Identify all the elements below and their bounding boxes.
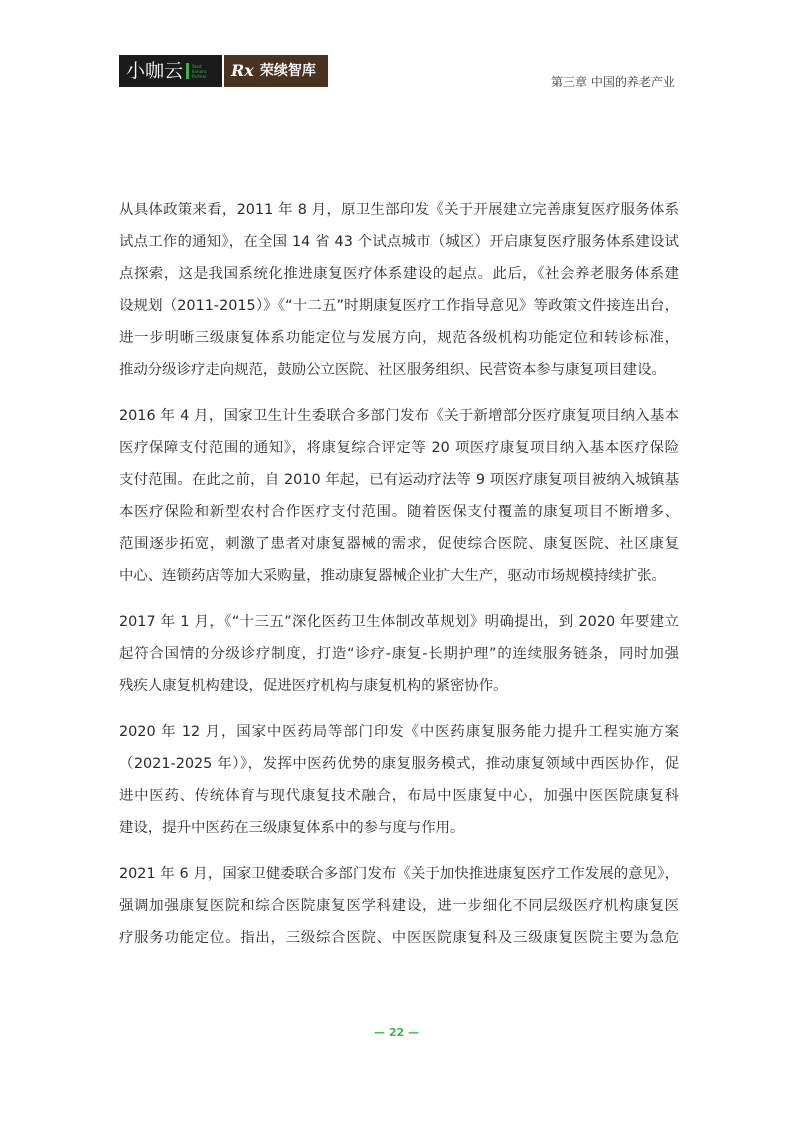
text-line: 点探索，这是我国系统化推进康复医疗体系建设的起点。此后，《社会养老服务体系建	[119, 266, 679, 282]
text-line: 试点工作的通知》，在全国 14 省 43 个试点城市（城区）开启康复医疗服务体系建设试	[119, 234, 679, 250]
xiaokayun-logo-text: 小咖云	[126, 60, 184, 82]
paragraph	[119, 194, 679, 386]
chapter-title: 第三章 中国的养老产业	[551, 75, 675, 89]
rongxu-logo	[224, 55, 328, 87]
text-line: 2017 年 1 月，《“十三五”深化医药卫生体制改革规划》明确提出，到 2020 年要建立	[119, 614, 679, 630]
text-line: 起符合国情的分级诊疗制度，打造“诊疗-康复-长期护理”的连续服务链条，同时加强	[119, 646, 679, 662]
text-line: 医疗保障支付范围的通知》，将康复综合评定等 20 项医疗康复项目纳入基本医疗保险	[119, 440, 679, 456]
text-line: 2021 年 6 月，国家卫健委联合多部门发布《关于加快推进康复医疗工作发展的意见》，	[119, 866, 679, 882]
text-line: 进一步明晰三级康复体系功能定位与发展方向，规范各级机构功能定位和转诊标准，	[119, 330, 679, 346]
text-line: 2020 年 12 月，国家中医药局等部门印发《中医药康复服务能力提升工程实施方案	[119, 724, 679, 740]
text-line: 支付范围。在此之前，自 2010 年起，已有运动疗法等 9 项医疗康复项目被纳入城镇基	[119, 472, 679, 488]
header-logo	[119, 55, 328, 87]
rongxu-logo-text: 荣续智库	[259, 63, 316, 79]
text-line: 范围逐步拓宽，刺激了患者对康复器械的需求，促使综合医院、康复医院、社区康复	[119, 536, 679, 552]
logo-green-bar	[186, 63, 189, 79]
text-line: 本医疗保险和新型农村合作医疗支付范围。随着医保支付覆盖的康复项目不断增多、	[119, 504, 679, 520]
logo-sub-line: Start	[192, 63, 202, 69]
logo-sub-line: Enhanc	[192, 68, 207, 74]
logo-sub-line: Partner	[192, 73, 207, 79]
rx-icon: Rx	[231, 61, 254, 80]
text-line: 疗服务功能定位。指出，三级综合医院、中医医院康复科及三级康复医院主要为急危	[119, 930, 679, 946]
paragraph	[119, 716, 679, 844]
text-line: 进中医药、传统体育与现代康复技术融合，布局中医康复中心，加强中医医院康复科	[119, 788, 679, 804]
text-line: 中心、连锁药店等加大采购量，推动康复器械企业扩大生产，驱动市场规模持续扩张。	[119, 568, 666, 584]
text-line: 设规划（2011-2015）》《“十二五”时期康复医疗工作指导意见》等政策文件接连出台，	[119, 298, 679, 314]
text-line: （2021-2025 年）》，发挥中医药优势的康复服务模式，推动康复领域中西医协作，促	[119, 756, 679, 772]
text-line: 强调加强康复医院和综合医院康复医学科建设，进一步细化不同层级医疗机构康复医	[119, 898, 679, 914]
page-number: — 22 —	[374, 1026, 419, 1039]
paragraph	[119, 400, 679, 592]
text-line: 建设，提升中医药在三级康复体系中的参与度与作用。	[119, 820, 465, 836]
paragraph	[119, 858, 679, 954]
text-line: 2016 年 4 月，国家卫生计生委联合多部门发布《关于新增部分医疗康复项目纳入基本	[119, 408, 679, 424]
text-line: 残疾人康复机构建设，促进医疗机构与康复机构的紧密协作。	[119, 678, 508, 694]
text-line: 从具体政策来看，2011 年 8 月，原卫生部印发《关于开展建立完善康复医疗服务体系	[119, 202, 679, 218]
paragraph	[119, 606, 679, 702]
xiaokayun-logo-subtext	[192, 55, 207, 87]
text-line: 推动分级诊疗走向规范，鼓励公立医院、社区服务组织、民营资本参与康复项目建设。	[119, 362, 666, 378]
xiaokayun-logo	[119, 55, 222, 87]
body-text	[119, 194, 679, 968]
